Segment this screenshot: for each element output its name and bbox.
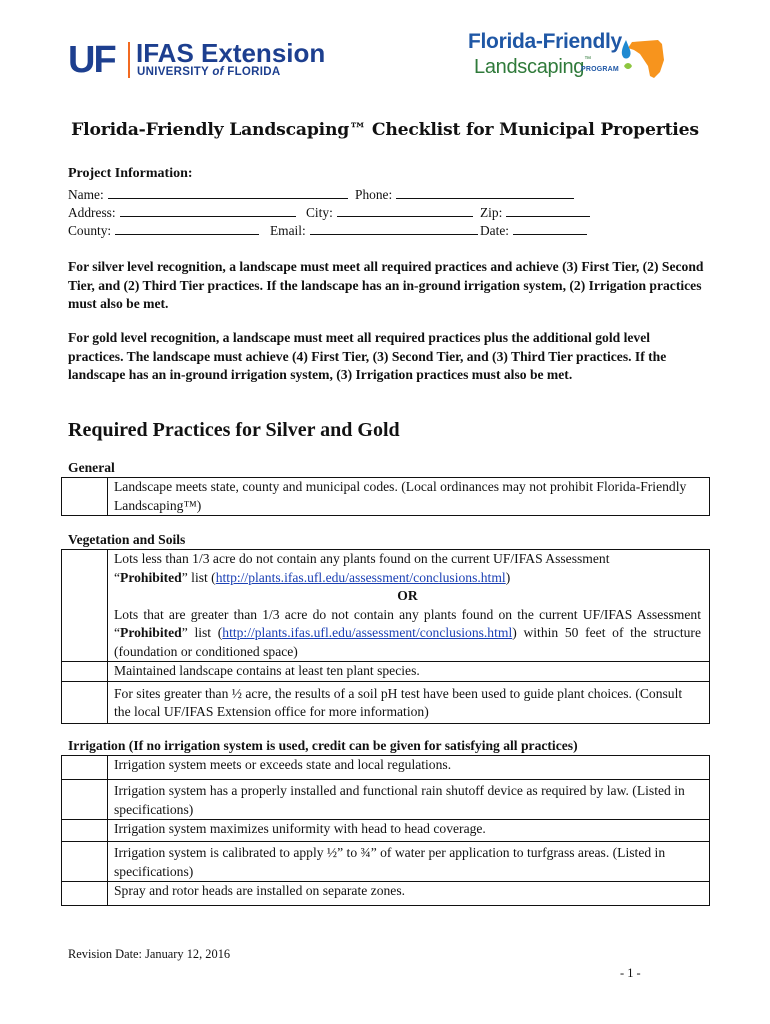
- practice-text: Irrigation system maximizes uniformity with head to head coverage.: [108, 820, 710, 842]
- assessment-link[interactable]: http://plants.ifas.ufl.edu/assessment/conclusions.html: [215, 569, 506, 585]
- table-row: [62, 820, 710, 842]
- table-row: [62, 756, 710, 780]
- practice-text: Spray and rotor heads are installed on separate zones.: [108, 882, 710, 906]
- checkbox-cell[interactable]: [62, 478, 108, 516]
- checkbox-cell[interactable]: [62, 662, 108, 682]
- date-field[interactable]: Date:: [480, 223, 587, 239]
- florida-map-icon: [618, 36, 668, 82]
- checkbox-cell[interactable]: [62, 550, 108, 662]
- vegetation-table: [61, 549, 710, 724]
- ffl-logo-line1: Florida-Friendly: [468, 30, 622, 53]
- practice-text: Irrigation system has a properly installed and functional rain shutoff device as required by law. (Listed in specifications): [108, 780, 710, 820]
- checkbox-cell[interactable]: [62, 681, 108, 723]
- florida-friendly-logo: [468, 30, 678, 86]
- email-field[interactable]: Email:: [270, 223, 478, 239]
- table-row: [62, 478, 710, 516]
- ffl-logo-line2: Landscaping™: [474, 56, 591, 78]
- table-row: [62, 780, 710, 820]
- irrigation-table: [61, 755, 710, 906]
- general-table: [61, 477, 710, 516]
- practice-text: Irrigation system meets or exceeds state and local regulations.: [108, 756, 710, 780]
- checkbox-cell[interactable]: [62, 756, 108, 780]
- checkbox-cell[interactable]: [62, 882, 108, 906]
- zip-field[interactable]: Zip:: [480, 205, 590, 221]
- table-row: [62, 550, 710, 662]
- section-heading: Required Practices for Silver and Gold: [68, 419, 400, 441]
- vegetation-heading: Vegetation and Soils: [68, 532, 186, 547]
- address-field[interactable]: Address:: [68, 205, 296, 221]
- ffl-program-text: PROGRAM: [581, 66, 619, 73]
- county-field[interactable]: County:: [68, 223, 259, 239]
- table-row: [62, 681, 710, 723]
- page-title: Florida-Friendly Landscaping™ Checklist for Municipal Properties: [71, 120, 699, 140]
- checkbox-cell[interactable]: [62, 842, 108, 882]
- general-heading: General: [68, 460, 115, 475]
- phone-field[interactable]: Phone:: [355, 187, 574, 203]
- checkbox-cell[interactable]: [62, 780, 108, 820]
- name-field[interactable]: Name:: [68, 187, 348, 203]
- practice-text: Maintained landscape contains at least ten plant species.: [108, 662, 710, 682]
- ifas-extension-text: IFAS Extension: [136, 38, 326, 68]
- table-row: [62, 842, 710, 882]
- assessment-link[interactable]: http://plants.ifas.ufl.edu/assessment/conclusions.html: [222, 625, 513, 640]
- table-row: [62, 662, 710, 682]
- uf-mark: UF: [68, 39, 115, 81]
- page-number: - 1 -: [620, 966, 641, 980]
- project-info-heading: Project Information:: [68, 166, 193, 181]
- table-row: [62, 882, 710, 906]
- silver-level-note: For silver level recognition, a landscape must meet all required practices and achieve (3) First Tier, (2) Second Tier, and (2) Third Tier practices. If the landscape has an in-ground irrigation system, (2) Irrigation practices must also be met.: [68, 259, 704, 311]
- revision-date: Revision Date: January 12, 2016: [68, 947, 231, 961]
- practice-text: Irrigation system is calibrated to apply ½” to ¾” of water per application to turfgrass areas. (Listed in specifications): [108, 842, 710, 882]
- gold-level-note: For gold level recognition, a landscape must meet all required practices plus the additional gold level practices. The landscape must achieve (4) First Tier, (3) Second Tier, and (3) Third Tier practices. If the landscape has an in-ground irrigation system, (3) Irrigation practices must also be met.: [68, 330, 667, 382]
- city-field[interactable]: City:: [306, 205, 473, 221]
- logo-divider: [128, 42, 130, 78]
- irrigation-heading: Irrigation (If no irrigation system is used, credit can be given for satisfying all practices): [68, 738, 578, 753]
- uf-ifas-logo: [68, 38, 328, 82]
- practice-text: Lots less than 1/3 acre do not contain any plants found on the current UF/IFAS Assessment “Prohibited” list (http://plants.ifas.ufl.edu/assessment/conclusions.html) OR Lots that are greater than 1/3 acre do not contain any plants found on the current UF/IFAS Assessment “Prohibited” list (http://plants.ifas.ufl.edu/assessment/conclusions.html) within 50 feet of the structure (foundation or conditioned space): [108, 550, 710, 662]
- checkbox-cell[interactable]: [62, 820, 108, 842]
- practice-text: Landscape meets state, county and municipal codes. (Local ordinances may not prohibit Florida-Friendly Landscaping™): [108, 478, 710, 516]
- university-text: UNIVERSITY of FLORIDA: [137, 66, 281, 78]
- practice-text: For sites greater than ½ acre, the results of a soil pH test have been used to guide plant choices. (Consult the local UF/IFAS Extension office for more information): [108, 681, 710, 723]
